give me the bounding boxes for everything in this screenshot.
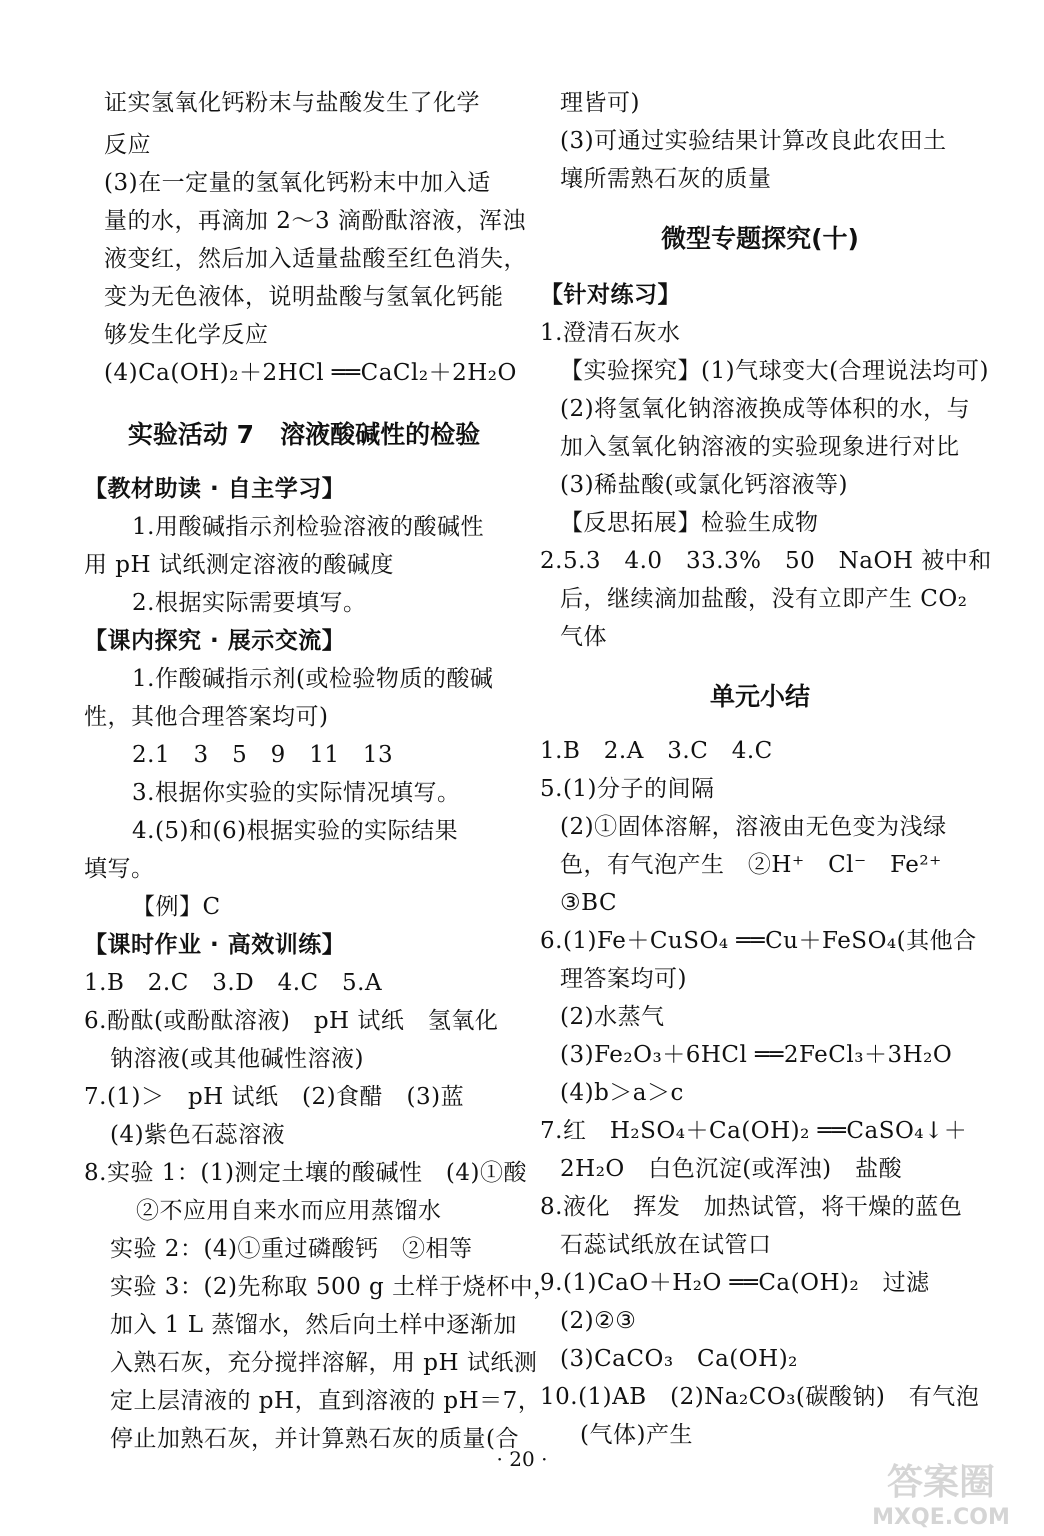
answer-line: 【例】C bbox=[132, 894, 221, 920]
answer-line: 证实氢氧化钙粉末与盐酸发生了化学 bbox=[104, 90, 480, 116]
answer-line: 5.(1)分子的间隔 bbox=[540, 776, 715, 802]
watermark-line2: MXQE.COM bbox=[872, 1505, 1010, 1530]
answer-line: 石蕊试纸放在试管口 bbox=[560, 1232, 772, 1258]
answer-line: 反应 bbox=[104, 132, 151, 158]
answer-line: (2)水蒸气 bbox=[560, 1004, 665, 1030]
subsection-label: 【课时作业 · 高效训练】 bbox=[84, 932, 346, 958]
answer-line: 色，有气泡产生 ②H⁺ Cl⁻ Fe²⁺ bbox=[560, 852, 942, 878]
page-number: · 20 · bbox=[496, 1447, 548, 1471]
answer-line: 1.澄清石灰水 bbox=[540, 320, 681, 346]
answer-line: 2.1 3 5 9 11 13 bbox=[132, 742, 394, 768]
answer-line: 变为无色液体，说明盐酸与氢氧化钙能 bbox=[104, 284, 504, 310]
answer-line: (3)在一定量的氢氧化钙粉末中加入适 bbox=[104, 170, 491, 196]
section-heading: 单元小结 bbox=[709, 682, 810, 711]
answer-line: 1.作酸碱指示剂(或检验物质的酸碱 bbox=[132, 666, 494, 692]
answer-line: 10.(1)AB (2)Na₂CO₃(碳酸钠) 有气泡 bbox=[540, 1384, 980, 1410]
subsection-label: 【课内探究 · 展示交流】 bbox=[84, 628, 346, 654]
answer-line: (3)Fe₂O₃＋6HCl ══2FeCl₃＋3H₂O bbox=[560, 1042, 953, 1068]
answer-line: (2)①固体溶解，溶液由无色变为浅绿 bbox=[560, 814, 947, 840]
answer-line: 实验 3：(2)先称取 500 g 土样于烧杯中， bbox=[110, 1274, 557, 1300]
answer-line: (4)b＞a＞c bbox=[560, 1080, 684, 1106]
answer-line: 够发生化学反应 bbox=[104, 322, 269, 348]
answer-line: (4)紫色石蕊溶液 bbox=[110, 1122, 286, 1148]
answer-line: (3)稀盐酸(或氯化钙溶液等) bbox=[560, 472, 849, 498]
subsection-label: 【教材助读 · 自主学习】 bbox=[84, 476, 346, 502]
answer-line: 7.(1)＞ pH 试纸 (2)食醋 (3)蓝 bbox=[84, 1084, 465, 1110]
answer-line: 后，继续滴加盐酸，没有立即产生 CO₂ bbox=[560, 586, 968, 612]
answer-line: 停止加熟石灰，并计算熟石灰的质量(合 bbox=[110, 1426, 519, 1452]
watermark-logo bbox=[856, 1456, 1026, 1532]
answer-line: 2.5.3 4.0 33.3% 50 NaOH 被中和 bbox=[540, 548, 992, 574]
answer-line: 4.(5)和(6)根据实验的实际结果 bbox=[132, 818, 459, 844]
answer-line: 3.根据你实验的实际情况填写。 bbox=[132, 780, 461, 806]
answer-line: 加入氢氧化钠溶液的实验现象进行对比 bbox=[560, 434, 960, 460]
answer-line: 9.(1)CaO＋H₂O ══Ca(OH)₂ 过滤 bbox=[540, 1270, 930, 1296]
answer-line: 理答案均可) bbox=[560, 966, 687, 992]
answer-line: 6.(1)Fe＋CuSO₄ ══Cu＋FeSO₄(其他合 bbox=[540, 928, 977, 954]
answer-line: 加入 1 L 蒸馏水，然后向土样中逐渐加 bbox=[110, 1312, 517, 1338]
answer-line: (3)CaCO₃ Ca(OH)₂ bbox=[560, 1346, 798, 1372]
answer-line: 量的水，再滴加 2～3 滴酚酞溶液，浑浊 bbox=[104, 208, 526, 234]
answer-line: 1.用酸碱指示剂检验溶液的酸碱性 bbox=[132, 514, 484, 540]
watermark-line1: 答案圈 bbox=[886, 1462, 996, 1503]
answer-line: 7.红 H₂SO₄＋Ca(OH)₂ ══CaSO₄↓＋ bbox=[540, 1118, 968, 1144]
answer-line: 【实验探究】(1)气球变大(合理说法均可) bbox=[560, 358, 990, 384]
answer-line: 2H₂O 白色沉淀(或浑浊) 盐酸 bbox=[560, 1156, 903, 1182]
answer-line: (3)可通过实验结果计算改良此农田土 bbox=[560, 128, 947, 154]
answer-line: 8.液化 挥发 加热试管，将干燥的蓝色 bbox=[540, 1194, 963, 1220]
answer-line: 填写。 bbox=[84, 856, 155, 882]
section-heading: 实验活动 7 溶液酸碱性的检验 bbox=[127, 420, 481, 449]
answer-line: 实验 2：(4)①重过磷酸钙 ②相等 bbox=[110, 1236, 473, 1262]
subsection-label: 【针对练习】 bbox=[540, 282, 681, 308]
answer-line: 【反思拓展】检验生成物 bbox=[560, 510, 819, 536]
answer-line: ②不应用自来水而应用蒸馏水 bbox=[136, 1198, 442, 1224]
answer-line: ③BC bbox=[560, 890, 618, 916]
answer-line: 入熟石灰，充分搅拌溶解，用 pH 试纸测 bbox=[110, 1350, 538, 1376]
answer-line: 液变红，然后加入适量盐酸至红色消失， bbox=[104, 246, 527, 272]
answer-line: 壤所需熟石灰的质量 bbox=[560, 166, 772, 192]
answer-line: (气体)产生 bbox=[580, 1422, 693, 1448]
answer-line: 理皆可) bbox=[560, 90, 640, 116]
answer-line: 定上层清液的 pH，直到溶液的 pH＝7， bbox=[110, 1388, 542, 1414]
answer-line: (4)Ca(OH)₂＋2HCl ══CaCl₂＋2H₂O bbox=[104, 360, 517, 386]
answer-line: 2.根据实际需要填写。 bbox=[132, 590, 367, 616]
answer-line: 性，其他合理答案均可) bbox=[84, 704, 329, 730]
answer-line: 8.实验 1：(1)测定土壤的酸碱性 (4)①酸 bbox=[84, 1160, 527, 1186]
section-heading: 微型专题探究(十) bbox=[661, 224, 859, 253]
answer-line: (2)②③ bbox=[560, 1308, 637, 1334]
answer-line: 用 pH 试纸测定溶液的酸碱度 bbox=[84, 552, 394, 578]
answer-line: 6.酚酞(或酚酞溶液) pH 试纸 氢氧化 bbox=[84, 1008, 499, 1034]
answer-line: 1.B 2.C 3.D 4.C 5.A bbox=[84, 970, 383, 996]
answer-line: 钠溶液(或其他碱性溶液) bbox=[110, 1046, 364, 1072]
answer-line: (2)将氢氧化钠溶液换成等体积的水，与 bbox=[560, 396, 971, 422]
answer-line: 气体 bbox=[560, 624, 607, 650]
answer-line: 1.B 2.A 3.C 4.C bbox=[540, 738, 773, 764]
